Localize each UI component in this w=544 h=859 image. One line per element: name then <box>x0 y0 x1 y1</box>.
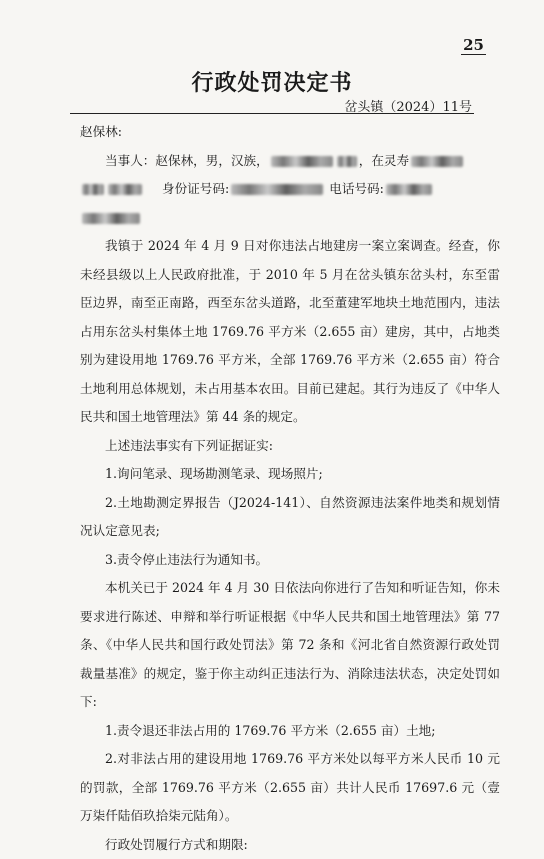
redacted-phone-continued <box>82 213 140 224</box>
redacted-text <box>108 184 142 195</box>
evidence-item-1: 1.询问笔录、现场勘测笔录、现场照片; <box>80 460 500 489</box>
party-line <box>80 147 500 176</box>
redacted-text <box>82 184 104 195</box>
id-phone-line <box>80 175 500 204</box>
redacted-birthdate <box>271 156 333 167</box>
penalty-item-1: 1.责令退还非法占用的 1769.76 平方米（2.655 亩）土地; <box>80 717 500 746</box>
paragraph-decision: 本机关已于 2024 年 4 月 30 日依法向你进行了告知和听证告知，你未要求进行陈述、申辩和举行听证根据《中华人民共和国土地管理法》第 77 条、《中华人民共和国行政处罚法》第 72 条和《河北省自然资源行政处罚裁量基准》的规定，鉴于你主动纠正违法行为、消除违法状态，决定处罚如下: <box>80 574 500 717</box>
redacted-phone <box>386 184 432 195</box>
phone-label: 电话号码: <box>329 181 384 196</box>
redacted-address <box>411 156 463 167</box>
document-title: 行政处罚决定书 <box>0 66 544 97</box>
addressee: 赵保林: <box>80 118 500 147</box>
redacted-text <box>337 156 357 167</box>
redacted-line <box>80 204 500 233</box>
party-info-text: 当事人：赵保林，男，汉族， <box>105 153 269 168</box>
evidence-item-2: 2.土地勘测定界报告（J2024-141）、自然资源违法案件地类和规划情况认定意见表; <box>80 489 500 546</box>
closing-line: 行政处罚履行方式和期限: <box>80 831 500 859</box>
paragraph-facts: 我镇于 2024 年 4 月 9 日对你违法占地建房一案立案调查。经查，你未经县级以上人民政府批准，于 2010 年 5 月在岔头镇东岔头村，东至雷臣边界，南至正南路，西至东岔头道路，北至董建军地块土地范围内，违法占用东岔头村集体土地 1769.76 平方米（2.655 亩）建房，其中，占地类别为建设用地 1769.76 平方米，全部 1769.76 平方米（2.655 亩）符合土地利用总体规划，未占用基本农田。目前已建起。其行为违反了《中华人民共和国土地管理法》第 44 条的规定。 <box>80 232 500 432</box>
title-rule <box>70 113 474 114</box>
redacted-id-number <box>231 184 323 195</box>
page-number: 25 <box>461 36 486 55</box>
evidence-item-3: 3.责令停止违法行为通知书。 <box>80 546 500 575</box>
party-address-text: ，在灵寿 <box>359 153 409 168</box>
id-number-label: 身份证号码: <box>162 181 229 196</box>
document-body <box>80 118 500 859</box>
evidence-intro: 上述违法事实有下列证据证实: <box>80 432 500 461</box>
document-number: 岔头镇（2024）11号 <box>344 96 472 115</box>
penalty-item-2: 2.对非法占用的建设用地 1769.76 平方米处以每平方米人民币 10 元的罚款，全部 1769.76 平方米（2.655 亩）共计人民币 17697.6 元（壹万柒仟陆佰玖拾柒元陆角）。 <box>80 745 500 831</box>
